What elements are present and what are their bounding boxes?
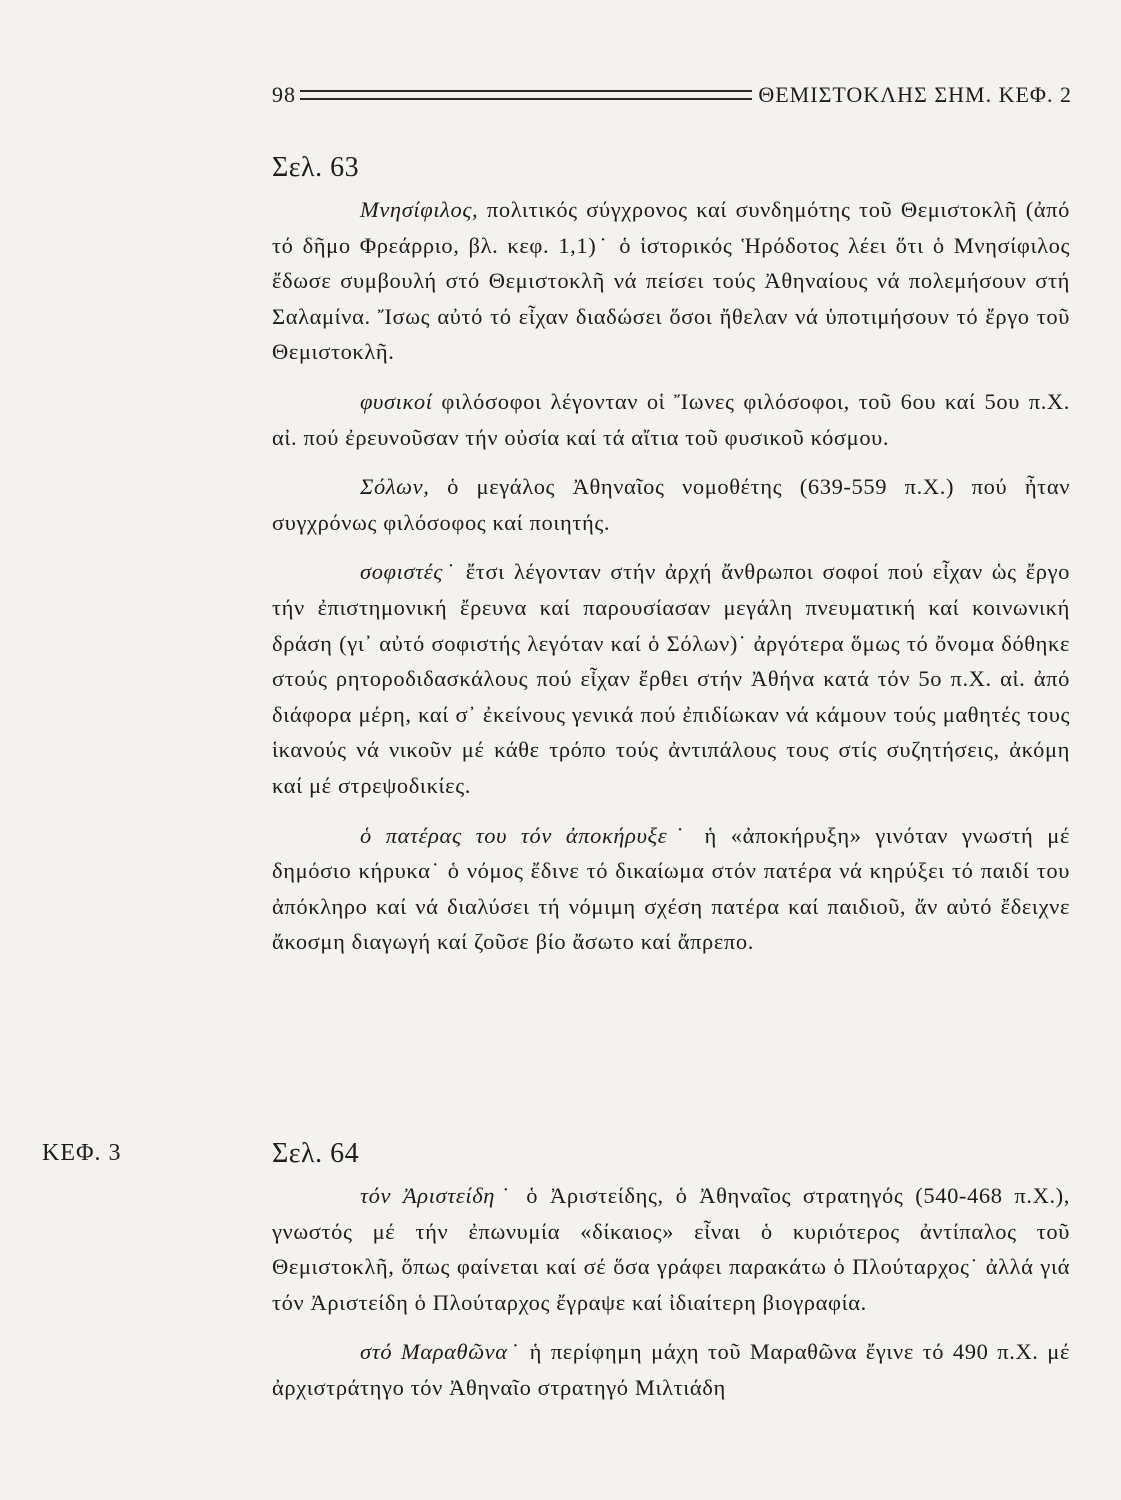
note-text: ἔτσι λέγονταν στήν ἀρχή ἄνθρωποι σοφοί πού εἶχαν ὡς ἔργο τήν ἐπιστημονική ἔρευνα καί παρουσίασαν μεγάλη πνευματική καί κοινωνική δράση (γι᾽ αὐτό σοφιστής λεγόταν καί ὁ Σόλων)˙ ἀργότερα ὅμως τό ὄνομα δόθηκε στούς ρητοροδιδασκάλους πού εἶχαν ἔρθει στήν Ἀθήνα κατά τόν 5ο π.Χ. αἰ. ἀπό διάφορα μέρη, καί σ᾽ ἐκείνους γενικά πού ἐπιδίωκαν νά κάμουν τούς μαθητές τους ἱκανούς νά νικοῦν μέ κάθε τρόπο τούς ἀντιπάλους τους στίς συζητήσεις, ἀκόμη καί μέ στρεψοδικίες. — [272, 559, 1070, 798]
note-lemma: στό Μαραθῶνα˙ — [360, 1339, 521, 1365]
note-entry — [272, 192, 1070, 370]
note-entry — [272, 818, 1070, 960]
note-entry — [272, 1178, 1070, 1320]
page-reference-63: Σελ. 63 — [272, 152, 360, 183]
page-reference-64: Σελ. 64 — [272, 1138, 360, 1169]
note-lemma: φυσικοί — [360, 388, 433, 414]
page-number: 98 — [272, 82, 296, 107]
note-entry — [272, 1334, 1070, 1405]
note-lemma: τόν Ἀριστείδη˙ — [360, 1183, 515, 1208]
note-text: ὁ μεγάλος Ἀθηναῖος νομοθέτης (639-559 π.Χ.) πού ἦταν συγχρόνως φιλόσοφος καί ποιητής. — [272, 474, 1070, 535]
note-lemma: ὁ πατέρας του τόν ἀποκήρυξε˙ — [360, 822, 691, 848]
note-text: φιλόσοφοι λέγονταν οἱ Ἴωνες φιλόσοφοι, τοῦ 6ου καί 5ου π.Χ. αἰ. πού ἐρευνοῦσαν τήν οὐσία καί τά αἴτια τοῦ φυσικοῦ κόσμου. — [272, 388, 1070, 450]
note-text: ἡ «ἀποκήρυξη» γινόταν γνωστή μέ δημόσιο κήρυκα˙ ὁ νόμος ἔδινε τό δικαίωμα στόν πατέρα νά κηρύξει τό παιδί του ἀπόκληρο καί νά διαλύσει τή νόμιμη σχέση πατέρα καί παιδιοῦ, ἄν αὐτό ἔδειχνε ἄκοσμη διαγωγή καί ζοῦσε βίο ἄσωτο καί ἄπρεπο. — [272, 822, 1071, 955]
note-text: ἡ περίφημη μάχη τοῦ Μαραθῶνα ἔγινε τό 490 π.Χ. μέ ἀρχιστράτηγο τόν Ἀθηναῖο στρατηγό Μιλτιάδη — [272, 1339, 1071, 1400]
note-lemma: Σόλων, — [360, 474, 430, 500]
note-lemma: Μνησίφιλος, — [360, 197, 479, 222]
note-text: ὁ Ἀριστείδης, ὁ Ἀθηναῖος στρατηγός (540-468 π.Χ.), γνωστός μέ τήν ἐπωνυμία «δίκαιος» εἶναι ὁ κυριότερος ἀντίπαλος τοῦ Θεμιστοκλῆ, ὅπως φαίνεται καί σέ ὅσα γράφει παρακάτω ὁ Πλούταρχος˙ ἀλλά γιά τόν Ἀριστείδη ὁ Πλούταρχος ἔγραψε καί ἰδιαίτερη βιογραφία. — [272, 1183, 1071, 1315]
chapter-label: ΚΕΦ. 3 — [42, 1140, 122, 1166]
note-lemma: σοφιστές˙ — [360, 559, 457, 585]
note-entry — [272, 469, 1070, 540]
note-text: πολιτικός σύγχρονος καί συνδημότης τοῦ Θεμιστοκλῆ (ἀπό τό δῆμο Φρεάρριο, βλ. κεφ. 1,1)˙ ὁ ἱστορικός Ἡρόδοτος λέει ὅτι ὁ Μνησίφιλος ἔδωσε συμβουλή στό Θεμιστοκλῆ νά πείσει τούς Ἀθηναίους νά πολεμήσουν στή Σαλαμίνα. Ἴσως αὐτό τό εἶχαν διαδώσει ὅσοι ἤθελαν νά ὑποτιμήσουν τό ἔργο τοῦ Θεμιστοκλῆ. — [272, 197, 1070, 365]
note-entry — [272, 384, 1070, 455]
notes-block-64 — [272, 1178, 1070, 1420]
note-entry — [272, 554, 1070, 803]
running-head — [272, 78, 1072, 112]
double-rule — [300, 90, 752, 100]
notes-block-63 — [272, 192, 1070, 974]
running-title: ΘΕΜΙΣΤΟΚΛΗΣ ΣΗΜ. ΚΕΦ. 2 — [758, 82, 1072, 107]
